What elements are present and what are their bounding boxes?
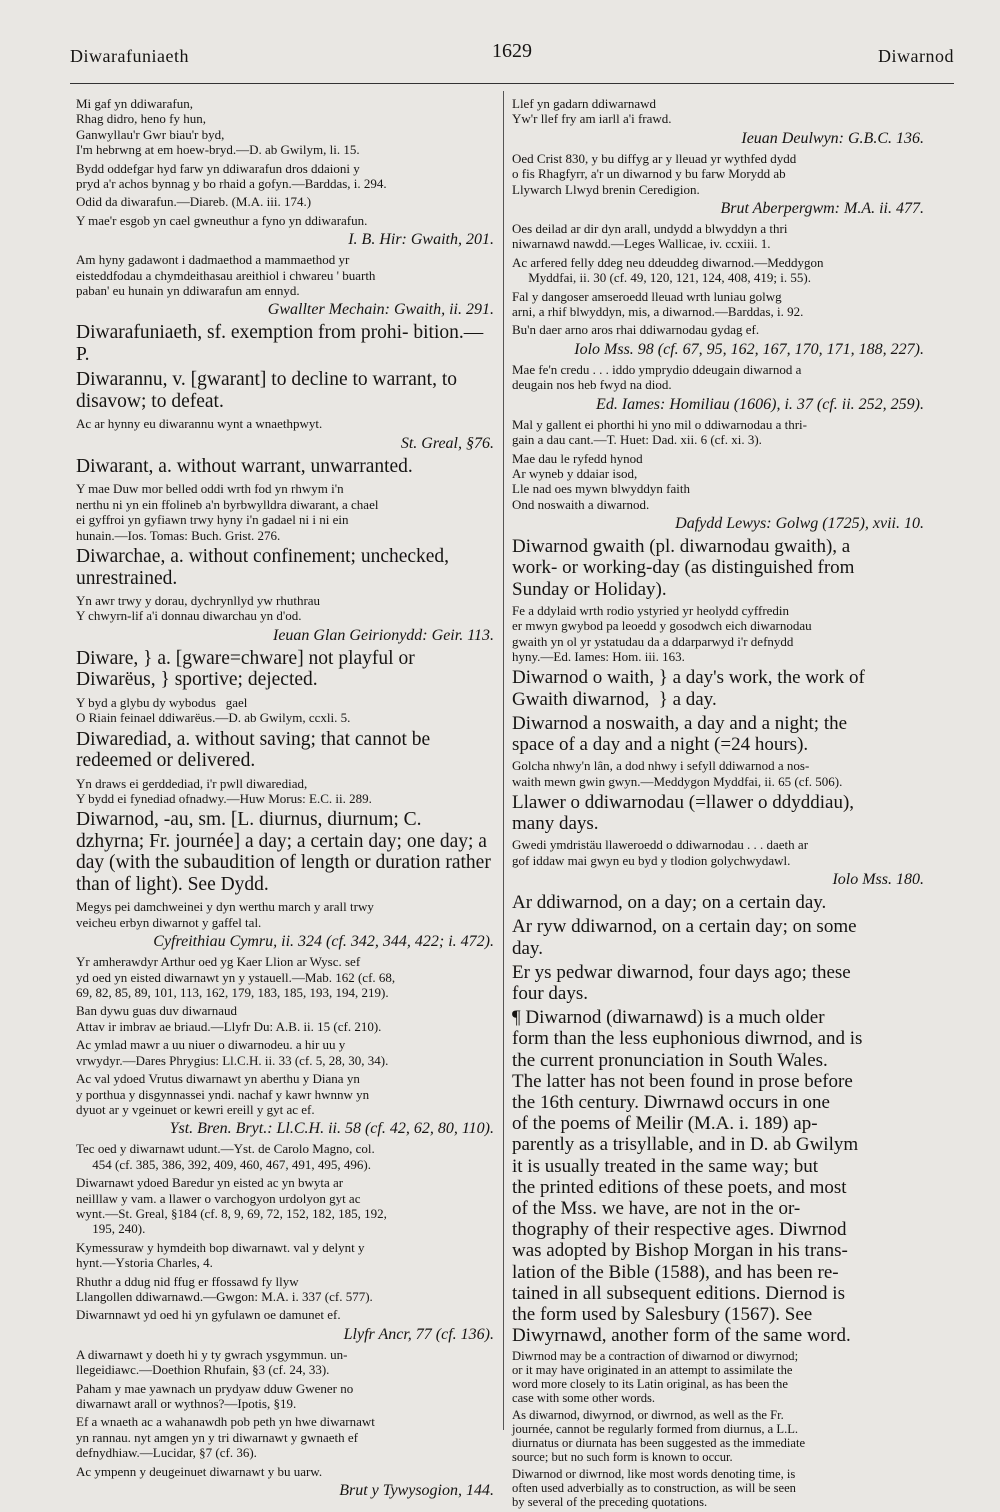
quotation: Yn awr trwy y dorau, dychrynllyd yw rhuthrau Y chwyrn-lif a'i donnau diwarchau yn d'od.	[76, 593, 321, 624]
quotation: Mae dau le ryfedd hynod Ar wyneb y ddaiar isod, Lle nad oes mywn blwyddyn faith Ond noswaith a diwarnod.	[512, 450, 690, 512]
quotation: Yr amherawdyr Arthur oed yg Kaer Llion ar Wysc. sef yd oed yn eisted diwarnawt yn y ystauell.—Mab. 162 (cf. 68, 69, 82, 85, 89, 101, 113, 162, 179, 183, 185, 193, 194, 219).	[76, 954, 396, 1001]
source-citation: Gwallter Mechain: Gwaith, ii. 291.	[267, 301, 494, 319]
left-column	[76, 96, 494, 1503]
source-citation: Llyfr Ancr, 77 (cf. 136).	[343, 1325, 494, 1343]
quotation: Mae fe'n credu . . . iddo ymprydio ddeugain diwarnod a deugain nos heb fwyd na diod.	[512, 361, 802, 393]
quotation: Fal y dangoser amseroedd lleuad wrth luniau golwg arni, a rhif blwyddyn, mis, a diwarnod.—Barddas, i. 92.	[512, 288, 804, 320]
quotation: Y mae'r esgob yn cael gwneuthur a fyno yn ddiwarafun.	[76, 212, 368, 228]
etymology-note: Diwrnod may be a contraction of diwarnod or diwyrnod; or it may have originated in an attempt to assimilate the word more closely to its Latin original, as has been the case with some other words.	[512, 1349, 799, 1406]
source-citation: Iolo Mss. 98 (cf. 67, 95, 162, 167, 170, 171, 188, 227).	[574, 340, 924, 358]
quotation: Kymessuraw y hymdeith bop diwarnawt. val y delynt y hynt.—Ystoria Charles, 4.	[76, 1239, 365, 1271]
header-rule	[70, 83, 954, 84]
source-citation: I. B. Hir: Gwaith, 201.	[348, 231, 494, 249]
source-citation: Ed. Iames: Homiliau (1606), i. 37 (cf. ii. 252, 259).	[596, 395, 924, 413]
quotation: Tec oed y diwarnawt udunt.—Yst. de Carolo Magno, col. 454 (cf. 385, 386, 392, 409, 460, 467, 491, 495, 496).	[76, 1141, 375, 1172]
source-citation: Brut Aberpergwm: M.A. ii. 477.	[720, 200, 924, 218]
source-citation: Iolo Mss. 180.	[832, 871, 924, 889]
phrase-entry: Diwarnod gwaith (pl. diwarnodau gwaith), a work- or working-day (as distinguished from Sunday or Holiday).	[512, 536, 855, 600]
headword-entry: Diware, } a. [gware=chware] not playful or Diwarëus, } sportive; dejected.	[76, 647, 415, 691]
running-header	[70, 40, 954, 82]
quotation: Fe a ddylaid wrth rodio ystyried yr heolydd cyffredin er mwyn gwybod pa leoedd y gosodwch eich diwarnodau gwaith yn ol yr ystatudau da a ddarparwyd i'r defnydd hyny.—Ed. Iames: Hom. iii. 163.	[512, 602, 812, 664]
quotation: Ac val ydoed Vrutus diwarnawt yn aberthu y Diana yn y porthua y disgynnassei yndi. nachaf y kawr hwnnw yn dyuot ar y vgeinuet or kewri ereill y gyt ac ef.	[76, 1071, 370, 1117]
quotation: Ef a wnaeth ac a wahanawdh pob peth yn hwe diwarnawt yn rannau. nyt amgen yn y tri diwarnawt y gwnaeth ef defnydhiaw.—Lucidar, §7 (cf. 36).	[76, 1414, 375, 1461]
source-citation: Brut y Tywysogion, 144.	[339, 1482, 494, 1500]
phrase-entry: Diwarnod o waith, } a day's work, the work of Gwaith diwarnod, } a day.	[512, 667, 865, 710]
quotation: Oed Crist 830, y bu diffyg ar y lleuad yr wythfed dydd o fis Rhagfyrr, a'r un diwarnod y bu farw Morydd ab Llywarch Llwyd brenin Ceredigion.	[512, 150, 797, 197]
quotation: Diwarnawt ydoed Baredur yn eisted ac yn bwyta ar neilllaw y vam. a llawer o varchogyon urdolyon gyt ac wynt.—St. Greal, §184 (cf. 8, 9, 69, 72, 152, 182, 185, 192, 195, 240).	[76, 1175, 387, 1237]
quotation: Megys pei damchweinei y dyn werthu march y arall trwy veicheu erbyn diwarnot y gaffel tal.	[76, 899, 374, 930]
etymology-note: Diwarnod or diwrnod, like most words denoting time, is often used adverbially as to construction, as will be seen by several of the preceding quotations.	[512, 1467, 796, 1510]
phrase-entry: Llawer o ddiwarnodau (=llawer o ddyddiau), many days.	[512, 791, 855, 835]
quotation: Bu'n daer arno aros rhai ddiwarnodau gydag ef.	[512, 322, 760, 338]
source-citation: Yst. Bren. Bryt.: Ll.C.H. ii. 58 (cf. 42, 62, 80, 110).	[169, 1120, 494, 1138]
quotation: Gwedi ymdristäu llaweroedd o ddiwarnodau . . . daeth ar gof iddaw mai gwyn eu byd y tlodion golychwydawl.	[512, 837, 809, 868]
quotation: Ac ar hynny eu diwarannu wynt a wnaethpwyt.	[76, 416, 323, 432]
column-divider	[503, 91, 504, 1430]
quotation: Golcha nhwy'n lân, a dod nhwy i sefyll ddiwarnod a nos- waith mewn gwin gwyn.—Meddygon Myddfai, ii. 65 (cf. 506).	[512, 758, 843, 789]
phrase-entry: Ar ryw ddiwarnod, on a certain day; on some day.	[512, 916, 857, 959]
quotation: Ac arfered felly ddeg neu ddeuddeg diwarnod.—Meddygon Myddfai, ii. 30 (cf. 49, 120, 121, 124, 408, 419; i. 55).	[512, 254, 824, 286]
page-number: 1629	[492, 40, 532, 62]
source-citation: Dafydd Lewys: Golwg (1725), xvii. 10.	[675, 515, 924, 533]
headword-entry: Diwarant, a. without warrant, unwarranted.	[76, 455, 413, 477]
quotation: Ac ymlad mawr a uu niuer o diwarnodeu. a hir uu y vrwydyr.—Dares Phrygius: Ll.C.H. ii. 33 (cf. 5, 28, 30, 34).	[76, 1037, 389, 1068]
phrase-entry: ¶ Diwarnod (diwarnawd) is a much older form than the less euphonious diwrnod, and is the current pronunciation in South Wales. The latter has not been found in prose before the 16th century. Diwrnawd occurs in one of the poems of Meilir (M.A. i. 189) ap- parently as a trisyllable, and in D. ab Gwilym it is usually treated in the same way; but the printed editions of these poets, and most of the Mss. we have, are not in the or- thography of their respective ages. Diwrnod was adopted by Bishop Morgan in his trans- lation of the Bible (1588), and has been re- tained in all subsequent editions. Diernod is the form used by Salesbury (1567). See Diwyrnawd, another form of the same word.	[512, 1007, 863, 1347]
headword-entry: Diwarnod, -au, sm. [L. diurnus, diurnum; C. dzhyrna; Fr. journée] a day; a certain day; one day; a day (with the subaudition of length or duration rather than of light). See Dydd.	[76, 809, 491, 895]
headword-entry: Diwarchae, a. without confinement; unchecked, unrestrained.	[76, 546, 450, 589]
source-citation: Ieuan Glan Geirionydd: Geir. 113.	[273, 626, 494, 644]
quotation: Y mae Duw mor belled oddi wrth fod yn rhwym i'n nerthu ni yn ein ffolineb a'n byrbwylldra diwarant, a chael ei gyffroi yn gyfiawn trwy hyny i'n gadael ni i ni ein hunain.—Ios. Tomas: Buch. Grist. 276.	[76, 481, 379, 543]
quotation: Mi gaf yn ddiwarafun, Rhag didro, heno fy hun, Ganwyllau'r Gwr biau'r byd, I'm hebrwng at em hoew-bryd.—D. ab Gwilym, li. 15.	[76, 96, 360, 158]
quotation: Mal y gallent ei phorthi hi yno mil o ddiwarnodau a thri- gain a dau cant.—T. Huet: Dad. xii. 6 (cf. xi. 3).	[512, 416, 807, 448]
quotation: A diwarnawt y doeth hi y ty gwrach ysgymmun. un- llegeidiawc.—Doethion Rhufain, §3 (cf. 24, 33).	[76, 1346, 348, 1378]
quotation: Llef yn gadarn ddiwarnawd Yw'r llef fry am iarll a'i frawd.	[512, 96, 672, 127]
source-citation: Cyfreithiau Cymru, ii. 324 (cf. 342, 344, 422; i. 472).	[153, 933, 494, 951]
source-citation: Ieuan Deulwyn: G.B.C. 136.	[741, 129, 924, 147]
headword-entry: Diwarannu, v. [gwarant] to decline to warrant, to disavow; to defeat.	[76, 369, 458, 412]
header-left-guideword: Diwarafuniaeth	[70, 46, 189, 66]
quotation: Diwarnnawt yd oed hi yn gyfulawn oe damunet ef.	[76, 1307, 341, 1323]
right-column	[512, 96, 924, 1512]
quotation: Odid da diwarafun.—Diareb. (M.A. iii. 174.)	[76, 194, 312, 210]
headword-entry: Diwarediad, a. without saving; that cannot be redeemed or delivered.	[76, 728, 431, 772]
source-citation: St. Greal, §76.	[400, 434, 494, 452]
quotation: Yn draws ei gerddediad, i'r pwll diwarediad, Y bydd ei fynediad ofnadwy.—Huw Morus: E.C. ii. 289.	[76, 775, 372, 807]
header-right-guideword: Diwarnod	[878, 46, 954, 66]
phrase-entry: Er ys pedwar diwarnod, four days ago; these four days.	[512, 961, 851, 1005]
quotation: Am hyny gadawont i dadmaethod a mammaethod yr eisteddfodau a chymdeithasau areithiol i chwareu ' buarth paban' eu hunain yn ddiwarafun am ennyd.	[76, 252, 376, 299]
quotation: Ban dywu guas duv diwarnaud Attav ir imbrav ae briaud.—Llyfr Du: A.B. ii. 15 (cf. 210).	[76, 1003, 382, 1034]
quotation: Oes deilad ar dir dyn arall, undydd a blwyddyn a thri niwarnawd nawdd.—Leges Wallicae, iv. ccxiii. 1.	[512, 221, 788, 252]
quotation: Bydd oddefgar hyd farw yn ddiwarafun dros ddaioni y pryd a'r achos bynnag y bo rhaid a gofyn.—Barddas, i. 294.	[76, 160, 387, 192]
quotation: Rhuthr a ddug nid ffug er ffossawd fy llyw Llangollen ddiwarnawd.—Gwgon: M.A. i. 337 (cf. 577).	[76, 1273, 373, 1304]
phrase-entry: Diwarnod a noswaith, a day and a night; the space of a day and a night (=24 hours).	[512, 712, 848, 755]
headword-entry: Diwarafuniaeth, sf. exemption from prohi- bition.—P.	[76, 322, 484, 365]
quotation: Ac ympenn y deugeinuet diwarnawt y bu uarw.	[76, 1463, 323, 1479]
etymology-note: As diwarnod, diwyrnod, or diwrnod, as well as the Fr. journée, cannot be regularly formed from diurnus, a L.L. diurnatus or diurnata has been suggested as the immediate source; but no such form is known to occur.	[512, 1408, 806, 1465]
phrase-entry: Ar ddiwarnod, on a day; on a certain day.	[512, 892, 827, 914]
quotation: Paham y mae yawnach un prydyaw dduw Gwener no diwarnawt arall or wythnos?—Ipotis, §19.	[76, 1380, 354, 1411]
quotation: Y byd a glybu dy wybodus gael O Riain feinael ddiwarëus.—D. ab Gwilym, ccxli. 5.	[76, 694, 351, 726]
